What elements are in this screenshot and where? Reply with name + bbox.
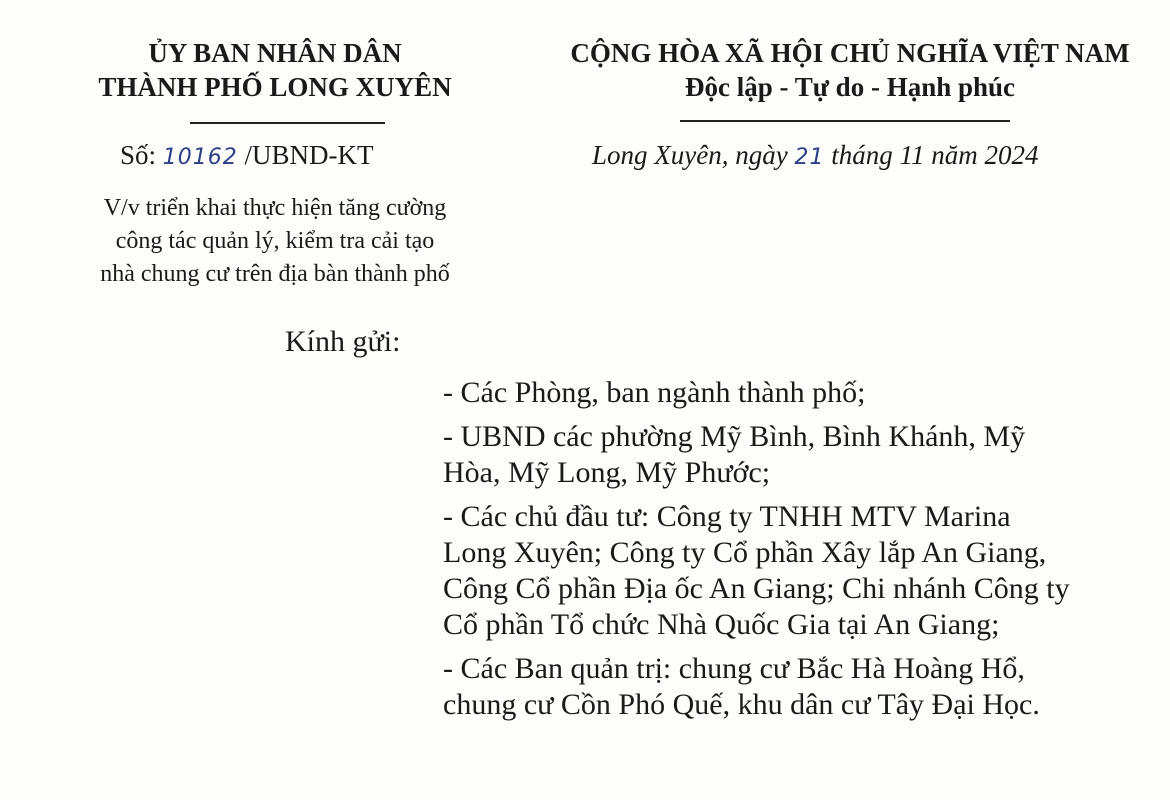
recipient-line: - Các Ban quản trị: chung cư Bắc Hà Hoàng Hổ,	[443, 652, 1025, 685]
recipient-line: - Các chủ đầu tư: Công ty TNHH MTV Marina	[443, 500, 1011, 533]
handwritten-number: 10162	[162, 145, 238, 170]
recipient-line: chung cư Cồn Phó Quế, khu dân cư Tây Đại Học.	[443, 688, 1040, 721]
document-date	[592, 140, 1038, 171]
recipient-line: - Các Phòng, ban ngành thành phố;	[443, 376, 866, 409]
handwritten-day: 21	[794, 145, 825, 170]
recipient-line: Hòa, Mỹ Long, Mỹ Phước;	[443, 456, 771, 489]
subject-block	[40, 192, 510, 291]
number-prefix: Số:	[120, 140, 157, 170]
date-suffix: tháng 11 năm 2024	[831, 140, 1039, 170]
document-number	[120, 140, 374, 171]
recipient-item	[443, 419, 1070, 491]
subject-line-2: công tác quản lý, kiểm tra cải tạo	[115, 228, 435, 254]
recipient-item	[443, 651, 1070, 723]
recipient-item	[443, 499, 1070, 643]
issuer-header	[40, 36, 510, 104]
date-prefix: Long Xuyên, ngày	[592, 140, 788, 170]
recipient-item	[443, 375, 1070, 411]
national-header	[530, 36, 1170, 104]
subject-line-1: V/v triển khai thực hiện tăng cường	[103, 195, 447, 221]
number-suffix: /UBND-KT	[244, 140, 374, 170]
national-title: CỘNG HÒA XÃ HỘI CHỦ NGHĨA VIỆT NAM	[570, 38, 1130, 68]
recipient-line: Long Xuyên; Công ty Cổ phần Xây lắp An Giang,	[443, 536, 1047, 569]
issuer-line-2: THÀNH PHỐ LONG XUYÊN	[98, 72, 452, 102]
recipients-list	[443, 375, 1070, 731]
issuer-underline	[190, 122, 385, 124]
recipient-line: Công Cổ phần Địa ốc An Giang; Chi nhánh Công ty	[443, 572, 1070, 605]
issuer-line-1: ỦY BAN NHÂN DÂN	[148, 38, 402, 68]
national-motto: Độc lập - Tự do - Hạnh phúc	[684, 72, 1016, 102]
recipient-line: Cổ phần Tổ chức Nhà Quốc Gia tại An Giang;	[443, 608, 1000, 641]
subject-line-3: nhà chung cư trên địa bàn thành phố	[100, 261, 450, 287]
motto-underline	[680, 120, 1010, 122]
recipient-line: - UBND các phường Mỹ Bình, Bình Khánh, Mỹ	[443, 420, 1026, 453]
salutation: Kính gửi:	[285, 325, 401, 358]
